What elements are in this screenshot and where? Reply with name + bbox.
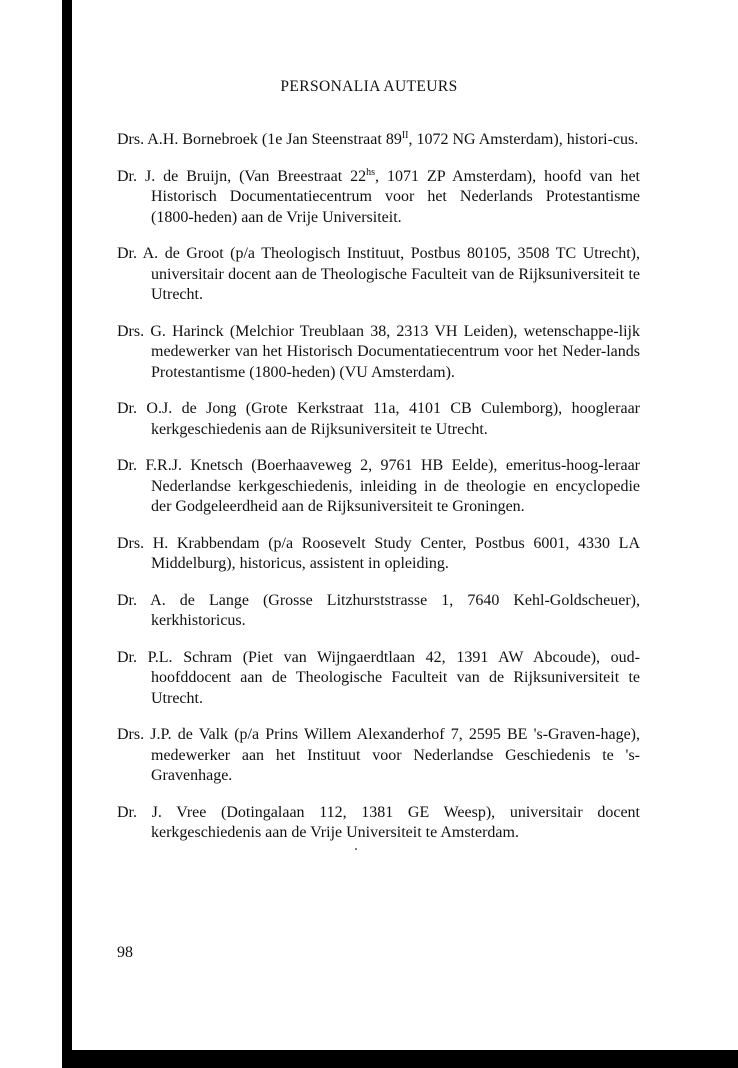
entry-text: Dr. J. de Bruijn, (Van Breestraat 22 [117,167,367,185]
page-title: PERSONALIA AUTEURS [280,78,458,95]
author-entry-schram: Dr. P.L. Schram (Piet van Wijngaerdtlaan 42, 1391 AW Abcoude), oud-hoofddocent aan de Theologische Faculteit van de Rijksuniversiteit te Utrecht. [117,648,640,707]
author-entry-krabbendam: Drs. H. Krabbendam (p/a Roosevelt Study Center, Postbus 6001, 4330 LA Middelburg), historicus, assistent in opleiding. [117,534,640,572]
entry-text: Drs. A.H. Bornebroek (1e Jan Steenstraat 89 [117,131,402,148]
author-entry-harinck: Drs. G. Harinck (Melchior Treublaan 38, 2313 VH Leiden), wetenschappe-lijk medewerker van het Historisch Documentatiecentrum voor het Neder-lands Protestantisme (1800-heden) (VU Amsterdam). [117,322,640,381]
entry-superscript: II [401,130,409,141]
entry-superscript: hs [366,166,376,178]
scan-border-bottom [62,1050,738,1068]
author-entry-vree: Dr. J. Vree (Dotingalaan 112, 1381 GE Weesp), universitair docent kerkgeschiedenis aan de Vrije Universiteit te Amsterdam. [117,803,640,841]
scan-speck [355,848,357,850]
entry-text: , 1071 ZP Amsterdam), hoofd van het Historisch Documentatiecentrum voor het Nederlands Protestantisme (1800-heden) aan de Vrije Universiteit. [151,167,640,226]
author-list [117,130,640,860]
page-number: 98 [117,944,133,961]
author-entry-bornebroek [117,130,640,151]
scan-border-left [62,0,72,1068]
author-entry-de-valk: Drs. J.P. de Valk (p/a Prins Willem Alexanderhof 7, 2595 BE 's-Graven-hage), medewerker aan het Instituut voor Nederlandse Geschiedenis te 's-Gravenhage. [117,726,640,784]
entry-text: , 1072 NG Amsterdam), histori-cus. [408,131,639,148]
author-entry-de-bruijn [117,167,640,229]
author-entry-knetsch: Dr. F.R.J. Knetsch (Boerhaaveweg 2, 9761 HB Eelde), emeritus-hoog-leraar Nederlandse kerkgeschiedenis, inleiding in de theologie en encyclopedie der Godgeleerdheid aan de Rijksuniversiteit te Groningen. [117,457,640,515]
author-entry-de-jong: Dr. O.J. de Jong (Grote Kerkstraat 11a, 4101 CB Culemborg), hoogleraar kerkgeschiedenis aan de Rijksuniversiteit te Utrecht. [117,400,640,438]
author-entry-de-groot: Dr. A. de Groot (p/a Theologisch Instituut, Postbus 80105, 3508 TC Utrecht), universitair docent aan de Theologische Faculteit van de Rijksuniversiteit te Utrecht. [117,245,640,303]
author-entry-de-lange: Dr. A. de Lange (Grosse Litzhurststrasse 1, 7640 Kehl-Goldscheuer), kerkhistoricus. [117,591,640,629]
